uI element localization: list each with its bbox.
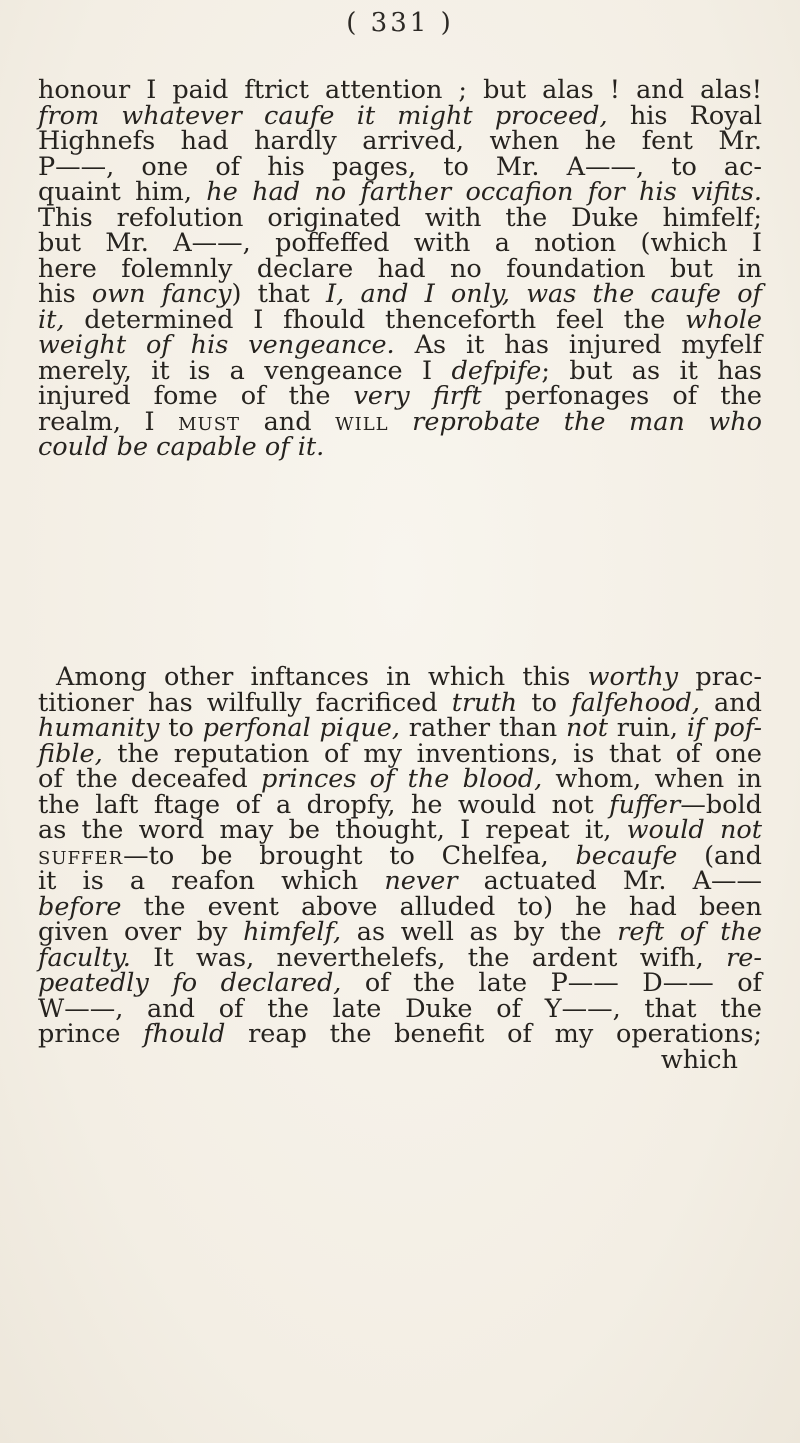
text-segment: peatedly fo declared, — [38, 968, 342, 998]
text-segment: This refolution originated with the Duke himfelf; — [38, 202, 762, 233]
text-line — [38, 68, 762, 105]
text-segment: he had no farther occafion for his vifits. — [206, 177, 762, 207]
text-segment: faculty. — [38, 942, 131, 973]
text-segment: his Royal — [607, 100, 763, 131]
text-segment: would not — [626, 815, 762, 845]
text-line — [38, 119, 762, 156]
text-line — [38, 94, 763, 131]
text-segment: given over by — [38, 917, 244, 947]
text-segment: ruin, — [607, 713, 687, 743]
text-segment: humanity — [38, 713, 160, 743]
text-line — [38, 732, 762, 769]
text-line — [38, 859, 762, 896]
text-line — [38, 323, 763, 360]
text-segment: ) that — [231, 279, 327, 309]
text-line — [38, 834, 762, 871]
text-segment: —bold — [680, 789, 762, 820]
text-segment: Among other inftances in which this — [56, 662, 588, 692]
text-segment: before — [38, 891, 122, 922]
text-segment: must — [178, 406, 241, 437]
text-segment: ; but as it has — [541, 355, 762, 386]
text-segment: fuffer — [609, 789, 681, 820]
text-segment: as well as by the — [341, 917, 618, 947]
text-segment: perfonages of the — [481, 381, 762, 411]
text-segment: own fancy — [91, 279, 232, 309]
text-segment: reft of the — [617, 917, 762, 947]
text-line — [38, 145, 762, 182]
text-segment: of the late P—— D—— of — [341, 968, 762, 998]
text-segment: himfelf, — [243, 917, 342, 947]
text-line — [38, 681, 763, 718]
text-segment: to — [159, 713, 203, 743]
text-segment: determined I fhould thenceforth feel the — [64, 304, 686, 335]
text-line — [38, 783, 762, 820]
text-segment: It was, neverthelefs, the ardent wifh, — [130, 942, 727, 973]
text-segment: W——, and of the late Duke of Y——, that the — [38, 993, 762, 1024]
text-segment: (and — [677, 840, 762, 871]
text-segment: perfonal pique, — [202, 713, 400, 743]
text-segment: becaufe — [575, 840, 678, 871]
text-segment: actuated Mr. A—— — [457, 866, 762, 896]
text-segment: it is a reafon which — [38, 866, 385, 896]
text-segment: and — [240, 406, 336, 437]
text-segment: re- — [726, 942, 762, 973]
text-segment: as the word may be thought, I repeat it, — [38, 815, 627, 845]
text-segment: prince — [38, 1019, 144, 1049]
text-segment: injured fome of the — [38, 381, 354, 411]
text-line — [38, 910, 762, 947]
text-line — [38, 808, 762, 845]
text-segment: not — [565, 713, 608, 743]
text-line — [38, 757, 762, 794]
paragraph-1 — [38, 68, 763, 462]
text-segment: reprobate the man who — [412, 406, 762, 437]
text-segment: suffer — [38, 840, 124, 871]
text-segment: the reputation of my inventions, is that of one — [102, 738, 762, 769]
text-segment: princes of the blood, — [260, 764, 543, 794]
text-segment: could be capable of it. — [38, 432, 325, 462]
text-segment: falfehood, — [571, 687, 700, 718]
text-segment — [389, 407, 413, 437]
text-segment: realm, I — [38, 406, 179, 437]
catchword: which — [660, 1044, 738, 1075]
text-line — [38, 961, 762, 998]
text-segment: fible, — [38, 738, 103, 769]
text-segment: I, and I only, was the caufe of — [326, 279, 762, 309]
text-segment: the event above alluded to) he had been — [121, 891, 762, 922]
text-line — [38, 400, 762, 437]
text-segment: and — [699, 687, 763, 718]
text-segment: prac- — [678, 662, 762, 692]
text-segment: P——, one of his pages, to Mr. A——, to ac- — [38, 151, 762, 182]
text-segment: rather than — [399, 713, 566, 743]
text-segment: worthy — [587, 662, 679, 692]
text-line — [38, 221, 762, 258]
text-line — [38, 706, 762, 743]
text-line — [38, 170, 762, 207]
text-segment: here folemnly declare had no foundation but in — [38, 253, 762, 284]
text-line — [38, 655, 762, 692]
text-segment: but Mr. A——, poffeffed with a notion (which I — [38, 228, 762, 258]
text-segment: weight of his vengeance. — [38, 330, 395, 360]
text-segment: reap the benefit of my operations; — [225, 1019, 762, 1049]
paragraph-2 — [38, 655, 763, 1075]
text-line — [38, 936, 762, 973]
text-segment: if pof- — [686, 713, 762, 743]
text-line — [38, 885, 762, 922]
text-segment: whom, when in — [542, 764, 762, 794]
text-segment: quaint him, — [38, 177, 207, 207]
page-number: ( 331 ) — [346, 8, 454, 38]
text-line — [38, 374, 762, 411]
text-segment: from whatever caufe it might proceed, — [38, 100, 608, 131]
text-segment: his — [38, 279, 92, 309]
text-line — [38, 349, 762, 386]
text-segment: will — [335, 406, 389, 437]
text-segment: the laft ftage of a dropfy, he would not — [38, 789, 610, 820]
text-line — [38, 196, 762, 233]
text-segment: never — [384, 866, 458, 896]
text-segment: titioner has wilfully facrificed — [38, 687, 452, 718]
text-segment: —to be brought to Chelfea, — [123, 840, 576, 871]
text-segment: As it has injured myfelf — [394, 330, 763, 360]
text-line — [38, 247, 762, 284]
text-segment: Highnefs had hardly arrived, when he fent Mr. — [38, 126, 762, 156]
text-segment: to — [517, 687, 572, 718]
text-segment: honour I paid ftrict attention ; but alas ! and alas! — [38, 75, 762, 105]
text-segment: of the deceafed — [38, 764, 261, 794]
text-segment: merely, it is a vengeance I — [38, 355, 452, 386]
text-segment: defpife — [451, 355, 542, 386]
text-line — [38, 987, 762, 1024]
text-segment: it, — [38, 304, 65, 335]
text-segment: whole — [685, 304, 762, 335]
text-line — [38, 272, 762, 309]
text-line — [38, 298, 762, 335]
text-line — [38, 1012, 762, 1049]
text-segment: truth — [451, 687, 518, 718]
text-segment: fhould — [143, 1019, 226, 1049]
text-segment: very firft — [353, 381, 482, 411]
